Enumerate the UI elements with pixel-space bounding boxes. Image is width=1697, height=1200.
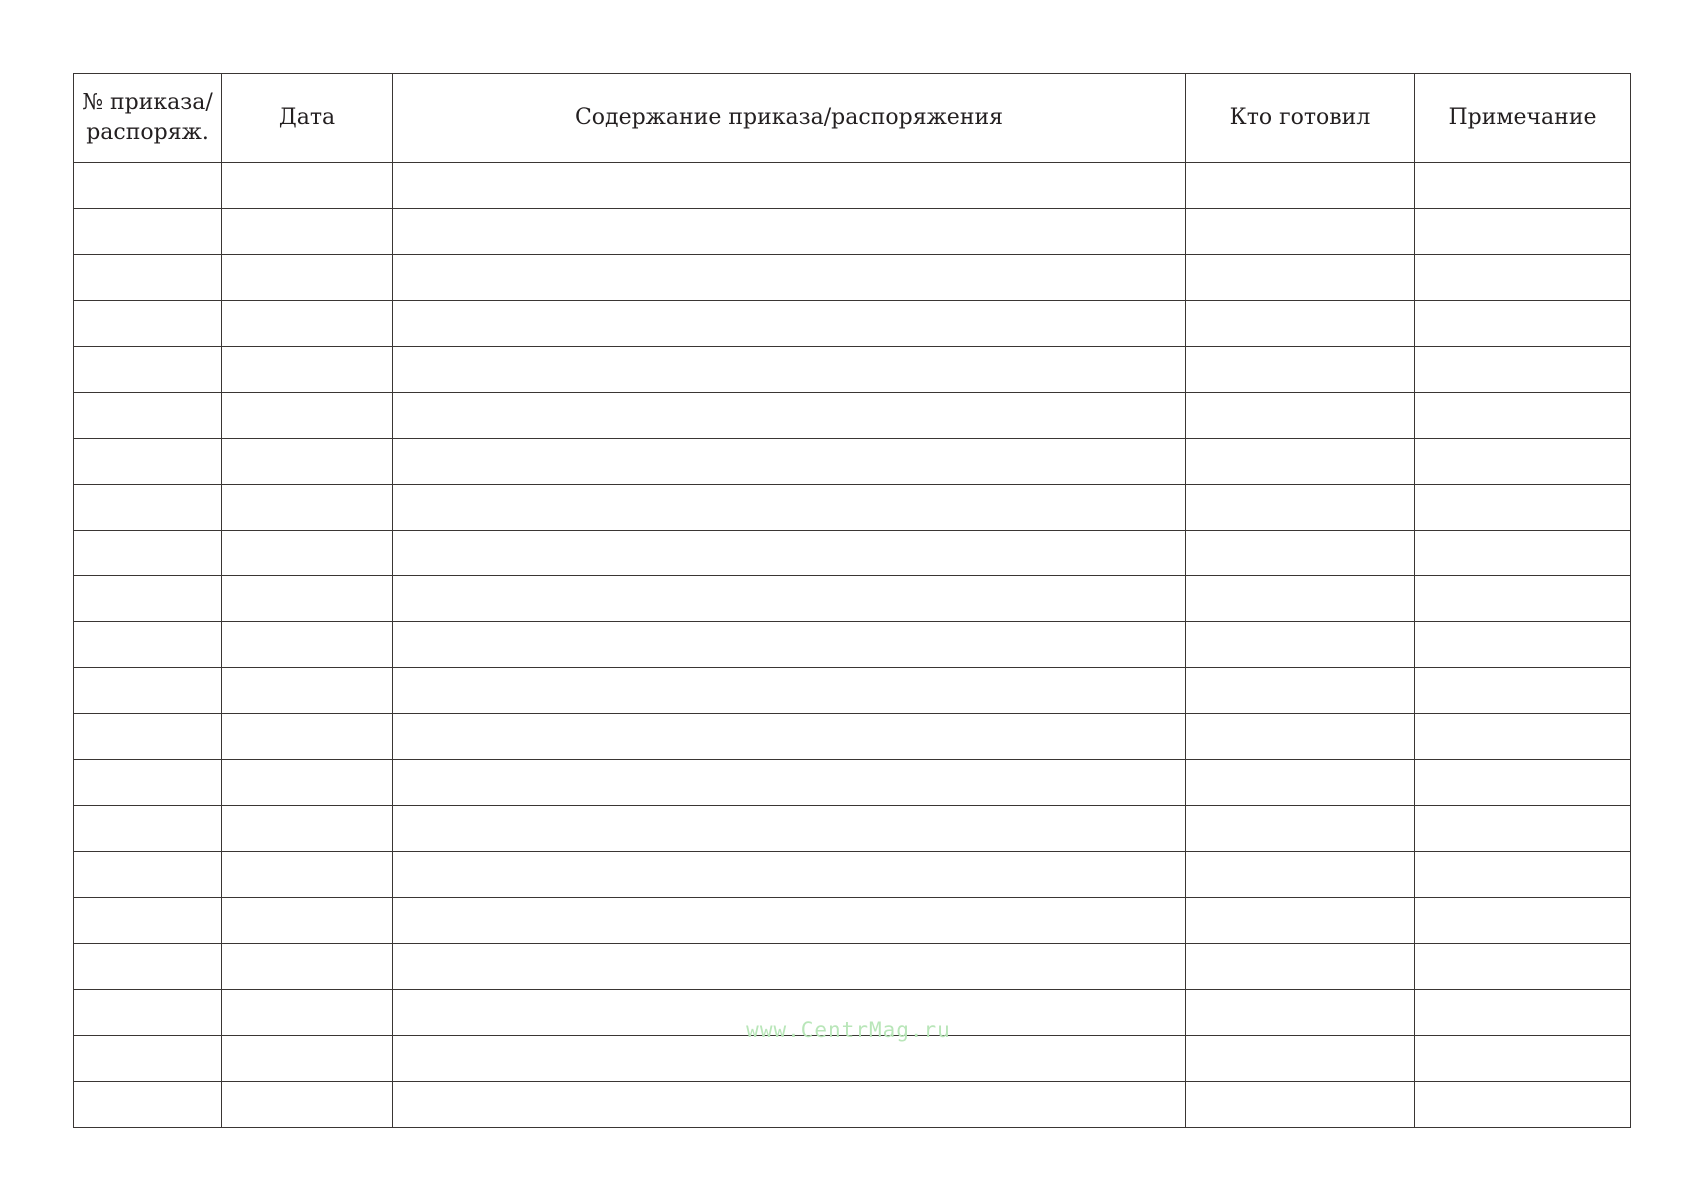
cell-content[interactable]	[393, 438, 1186, 484]
cell-order-number[interactable]	[74, 208, 222, 254]
cell-author[interactable]	[1186, 760, 1415, 806]
cell-order-number[interactable]	[74, 530, 222, 576]
cell-note[interactable]	[1415, 806, 1631, 852]
cell-content[interactable]	[393, 484, 1186, 530]
cell-order-number[interactable]	[74, 1081, 222, 1127]
cell-content[interactable]	[393, 943, 1186, 989]
table-row	[74, 668, 1631, 714]
cell-order-number[interactable]	[74, 622, 222, 668]
cell-author[interactable]	[1186, 254, 1415, 300]
cell-content[interactable]	[393, 392, 1186, 438]
cell-date[interactable]	[222, 668, 393, 714]
cell-note[interactable]	[1415, 1081, 1631, 1127]
table-row	[74, 943, 1631, 989]
cell-author[interactable]	[1186, 484, 1415, 530]
cell-content[interactable]	[393, 622, 1186, 668]
table-row	[74, 898, 1631, 944]
table-row	[74, 714, 1631, 760]
cell-order-number[interactable]	[74, 898, 222, 944]
cell-order-number[interactable]	[74, 484, 222, 530]
cell-order-number[interactable]	[74, 392, 222, 438]
cell-author[interactable]	[1186, 852, 1415, 898]
cell-order-number[interactable]	[74, 943, 222, 989]
cell-content[interactable]	[393, 898, 1186, 944]
cell-author[interactable]	[1186, 392, 1415, 438]
cell-date[interactable]	[222, 852, 393, 898]
table-row	[74, 392, 1631, 438]
header-note-label: Примечание	[1448, 105, 1597, 130]
table-row	[74, 806, 1631, 852]
cell-note[interactable]	[1415, 392, 1631, 438]
cell-date[interactable]	[222, 530, 393, 576]
cell-date[interactable]	[222, 163, 393, 209]
cell-order-number[interactable]	[74, 760, 222, 806]
cell-date[interactable]	[222, 300, 393, 346]
table-row	[74, 852, 1631, 898]
cell-date[interactable]	[222, 806, 393, 852]
cell-content[interactable]	[393, 530, 1186, 576]
table-row	[74, 208, 1631, 254]
table-row	[74, 438, 1631, 484]
cell-content[interactable]	[393, 852, 1186, 898]
table-row	[74, 484, 1631, 530]
table-row	[74, 1081, 1631, 1127]
cell-order-number[interactable]	[74, 668, 222, 714]
cell-author[interactable]	[1186, 163, 1415, 209]
header-row	[74, 74, 1631, 163]
cell-note[interactable]	[1415, 438, 1631, 484]
cell-date[interactable]	[222, 484, 393, 530]
cell-date[interactable]	[222, 254, 393, 300]
cell-order-number[interactable]	[74, 852, 222, 898]
cell-order-number[interactable]	[74, 1035, 222, 1081]
cell-note[interactable]	[1415, 163, 1631, 209]
watermark: www.CentrMag.ru	[746, 1018, 951, 1042]
table-row	[74, 346, 1631, 392]
cell-order-number[interactable]	[74, 714, 222, 760]
cell-author[interactable]	[1186, 530, 1415, 576]
table-row	[74, 530, 1631, 576]
cell-note[interactable]	[1415, 622, 1631, 668]
table-header	[74, 74, 1631, 163]
table-row	[74, 300, 1631, 346]
cell-content[interactable]	[393, 576, 1186, 622]
cell-date[interactable]	[222, 714, 393, 760]
cell-order-number[interactable]	[74, 346, 222, 392]
cell-content[interactable]	[393, 300, 1186, 346]
header-content	[393, 74, 1186, 163]
cell-date[interactable]	[222, 898, 393, 944]
cell-date[interactable]	[222, 346, 393, 392]
cell-content[interactable]	[393, 254, 1186, 300]
cell-content[interactable]	[393, 1035, 1186, 1081]
cell-note[interactable]	[1415, 254, 1631, 300]
cell-author[interactable]	[1186, 438, 1415, 484]
cell-author[interactable]	[1186, 714, 1415, 760]
cell-note[interactable]	[1415, 484, 1631, 530]
cell-content[interactable]	[393, 208, 1186, 254]
header-order-number-label: № приказа/ распоряж.	[82, 90, 213, 145]
cell-date[interactable]	[222, 438, 393, 484]
cell-note[interactable]	[1415, 898, 1631, 944]
cell-note[interactable]	[1415, 1035, 1631, 1081]
cell-content[interactable]	[393, 714, 1186, 760]
cell-note[interactable]	[1415, 346, 1631, 392]
header-author-label: Кто готовил	[1229, 105, 1371, 130]
header-content-label: Содержание приказа/распоряжения	[574, 105, 1004, 130]
header-author	[1186, 74, 1415, 163]
cell-note[interactable]	[1415, 714, 1631, 760]
order-register-table	[73, 73, 1631, 1128]
cell-content[interactable]	[393, 806, 1186, 852]
cell-author[interactable]	[1186, 1035, 1415, 1081]
cell-note[interactable]	[1415, 300, 1631, 346]
table-row	[74, 576, 1631, 622]
table-row	[74, 1035, 1631, 1081]
cell-author[interactable]	[1186, 622, 1415, 668]
cell-date[interactable]	[222, 760, 393, 806]
cell-author[interactable]	[1186, 943, 1415, 989]
cell-note[interactable]	[1415, 760, 1631, 806]
table-body	[74, 163, 1631, 1128]
cell-note[interactable]	[1415, 852, 1631, 898]
cell-note[interactable]	[1415, 668, 1631, 714]
cell-content[interactable]	[393, 668, 1186, 714]
cell-date[interactable]	[222, 622, 393, 668]
table-row	[74, 622, 1631, 668]
cell-author[interactable]	[1186, 300, 1415, 346]
table-row	[74, 760, 1631, 806]
cell-author[interactable]	[1186, 208, 1415, 254]
cell-date[interactable]	[222, 208, 393, 254]
cell-content[interactable]	[393, 163, 1186, 209]
cell-date[interactable]	[222, 1035, 393, 1081]
cell-content[interactable]	[393, 346, 1186, 392]
cell-order-number[interactable]	[74, 163, 222, 209]
cell-date[interactable]	[222, 576, 393, 622]
header-order-number	[74, 74, 222, 163]
cell-content[interactable]	[393, 760, 1186, 806]
table-row	[74, 163, 1631, 209]
cell-note[interactable]	[1415, 530, 1631, 576]
table-row	[74, 254, 1631, 300]
cell-author[interactable]	[1186, 898, 1415, 944]
cell-date[interactable]	[222, 1081, 393, 1127]
cell-author[interactable]	[1186, 806, 1415, 852]
cell-author[interactable]	[1186, 576, 1415, 622]
cell-note[interactable]	[1415, 576, 1631, 622]
cell-order-number[interactable]	[74, 576, 222, 622]
cell-note[interactable]	[1415, 943, 1631, 989]
cell-order-number[interactable]	[74, 806, 222, 852]
cell-order-number[interactable]	[74, 254, 222, 300]
cell-note[interactable]	[1415, 208, 1631, 254]
cell-order-number[interactable]	[74, 300, 222, 346]
cell-author[interactable]	[1186, 1081, 1415, 1127]
cell-order-number[interactable]	[74, 438, 222, 484]
cell-date[interactable]	[222, 392, 393, 438]
cell-date[interactable]	[222, 943, 393, 989]
header-note	[1415, 74, 1631, 163]
cell-author[interactable]	[1186, 668, 1415, 714]
header-date-label: Дата	[278, 105, 336, 130]
cell-content[interactable]	[393, 1081, 1186, 1127]
cell-author[interactable]	[1186, 346, 1415, 392]
header-date	[222, 74, 393, 163]
